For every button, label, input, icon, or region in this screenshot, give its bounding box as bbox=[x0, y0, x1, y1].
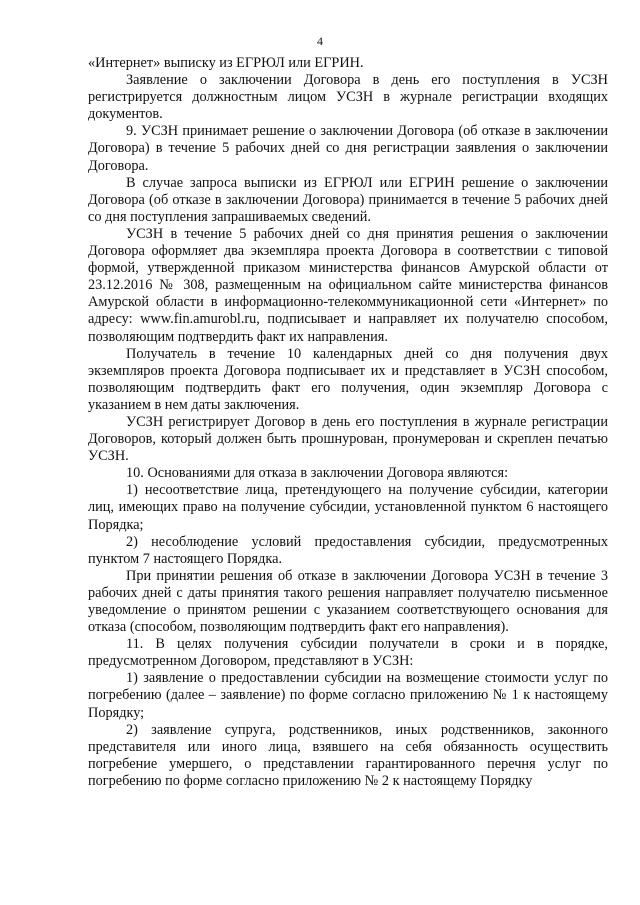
paragraph-1: «Интернет» выписку из ЕГРЮЛ или ЕГРИН. bbox=[88, 55, 364, 71]
paragraph-14: 2) заявление супруга, родственников, иных родственников, законного представителя или иного лица, взявшего на себя обязанность осуществить погребение умершего, о представлении гарантированного перечня услуг по погребению по форме согласно приложению № 2 к настоящему Порядку bbox=[88, 721, 608, 789]
paragraph-7: УСЗН регистрирует Договор в день его поступления в журнале регистрации Договоров, который должен быть прошнурован, пронумерован и скреплен печатью УСЗН. bbox=[88, 413, 608, 465]
paragraph-2: Заявление о заключении Договора в день его поступления в УСЗН регистрируется должностным лицом УСЗН в журнале регистрации входящих документов. bbox=[88, 72, 608, 123]
paragraph-6: Получатель в течение 10 календарных дней со дня получения двух экземпляров проекта Договора подписывает их и представляет в УСЗН способом, позволяющим подтвердить факт его получения, один экземпляр Договора с указанием в нем даты заключения. bbox=[88, 345, 608, 413]
paragraph-8: 10. Основаниями для отказа в заключении Договора являются: bbox=[126, 465, 509, 482]
paragraph-10: 2) несоблюдение условий предоставления субсидии, предусмотренных пунктом 7 настоящего Порядка. bbox=[88, 533, 608, 567]
paragraph-12: 11. В целях получения субсидии получатели в сроки и в порядке, предусмотренном Договором, представляют в УСЗН: bbox=[88, 636, 608, 670]
paragraph-13: 1) заявление о предоставлении субсидии на возмещение стоимости услуг по погребению (далее – заявление) по форме согласно приложению № 1 к настоящему Порядку; bbox=[88, 670, 608, 721]
paragraph-4: В случае запроса выписки из ЕГРЮЛ или ЕГРИН решение о заключении Договора (об отказе в заключении Договора) принимается в течение 5 рабочих дней со дня поступления запрашиваемых сведений. bbox=[88, 174, 608, 225]
paragraph-3: 9. УСЗН принимает решение о заключении Договора (об отказе в заключении Договора) в течение 5 рабочих дней со дня регистрации заявления о заключении Договора. bbox=[88, 123, 608, 174]
paragraph-9: 1) несоответствие лица, претендующего на получение субсидии, категории лиц, имеющих право на получение субсидии, установленной пунктом 6 настоящего Порядка; bbox=[88, 482, 608, 533]
document-body bbox=[88, 55, 608, 790]
paragraph-5: УСЗН в течение 5 рабочих дней со дня принятия решения о заключении Договора оформляет два экземпляра проекта Договора в соответствии с типовой формой, утвержденной приказом министерства финансов Амурской области от 23.12.2016 № 308, размещенным на официальном сайте министерства финансов Амурской области в информационно-телекоммуникационной сети «Интернет» по адресу: www.fin.amurobl.ru, подписывает и направляет их получателю способом, позволяющим подтвердить факт их направления. bbox=[88, 225, 608, 345]
page-number: 4 bbox=[317, 34, 323, 48]
paragraph-11: При принятии решения об отказе в заключении Договора УСЗН в течение 3 рабочих дней с даты принятия такого решения направляет получателю письменное уведомление о принятом решении с указанием соответствующего основания для отказа (способом, позволяющим подтвердить факт его направления). bbox=[88, 567, 608, 636]
